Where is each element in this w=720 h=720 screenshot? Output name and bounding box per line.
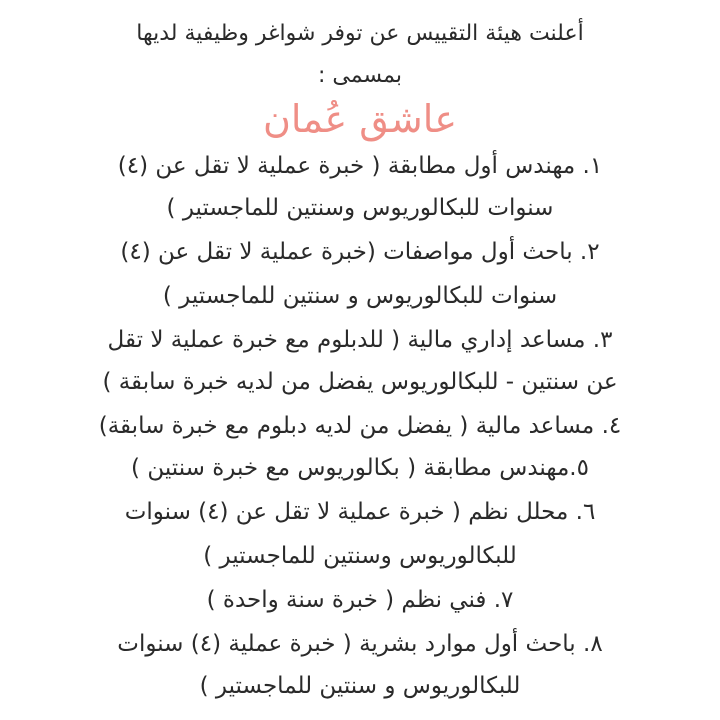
job-item-4-line1: ٤. مساعد مالية ( يفضل من لديه دبلوم مع خبرة سابقة) [98, 413, 622, 439]
job-item-6-line2: للبكالوريوس وسنتين للماجستير ) [203, 543, 517, 569]
job-item-2-line1: ٢. باحث أول مواصفات (خبرة عملية لا تقل عن (٤) [120, 239, 600, 265]
job-item-1-line1: ١. مهندس أول مطابقة ( خبرة عملية لا تقل عن (٤) [117, 153, 603, 179]
job-item-5-line1: ٥.مهندس مطابقة ( بكالوريوس مع خبرة سنتين ) [131, 455, 589, 481]
announcement-line: أعلنت هيئة التقييس عن توفر شواغر وظيفية لديها [136, 21, 584, 46]
job-item-8-line2: للبكالوريوس و سنتين للماجستير ) [199, 673, 521, 699]
brand-title: عاشق عُمان [263, 97, 457, 141]
job-item-7-line1: ٧. فني نظم ( خبرة سنة واحدة ) [206, 587, 514, 613]
job-item-3-line1: ٣. مساعد إداري مالية ( للدبلوم مع خبرة عملية لا تقل [107, 327, 613, 353]
announcement-line: بمسمى : [318, 63, 402, 88]
job-item-8-line1: ٨. باحث أول موارد بشرية ( خبرة عملية (٤) سنوات [117, 631, 603, 657]
job-item-6-line1: ٦. محلل نظم ( خبرة عملية لا تقل عن (٤) سنوات [124, 499, 596, 525]
job-item-2-line2: سنوات للبكالوريوس و سنتين للماجستير ) [162, 283, 558, 309]
job-item-1-line2: سنوات للبكالوريوس وسنتين للماجستير ) [166, 195, 554, 221]
job-item-3-line2: عن سنتين - للبكالوريوس يفضل من لديه خبرة سابقة ) [102, 369, 618, 395]
